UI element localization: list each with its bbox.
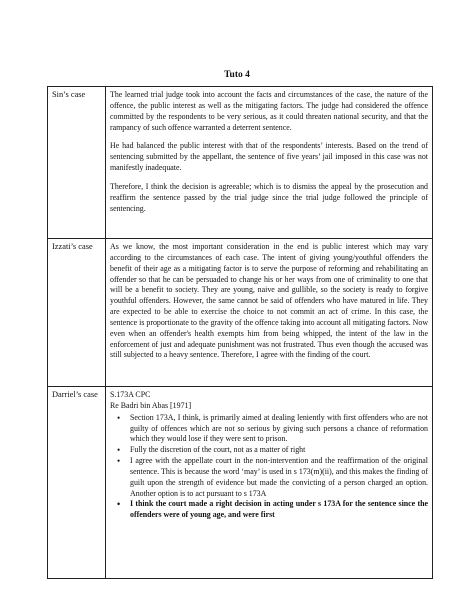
list-item: • Section 173A, I think, is primarily aimed at dealing leniently with first offenders who are not guilty of offences which are not so serious by giving such persons a chance of reformation which they would lose if they were sent to prison. <box>130 413 428 446</box>
list-item: • I agree with the appellate court in the non-intervention and the reaffirmation of the original sentence. This is because the word ‘may’ is used in s 173(m)(ii), and this makes the finding of guilt upon the strength of evidence but made the convicting of a person charged an option. Another option is to act pursuant to s 173A <box>130 456 428 499</box>
paragraph: The learned trial judge took into account the facts and circumstances of the case, the nature of the offence, the public interest as well as the mitigating factors. The judge had considered the offence committed by the respondents to be very serious, as it could threaten national security, and that the rampancy of such offence warranted a deterrent sentence. <box>110 90 428 132</box>
table-row <box>48 239 433 387</box>
paragraph: He had balanced the public interest with that of the respondents’ interests. Based on the trend of sentencing submitted by the appellant, the sentence of five years’ jail imposed in this case was not manifestly inadequate. <box>110 141 428 173</box>
list-item: • Fully the discretion of the court, not as a matter of right <box>130 445 428 456</box>
case-name-cell: Darriel’s case <box>48 387 106 579</box>
paragraph: As we know, the most important consideration in the end is public interest which may vary according to the circumstances of each case. The intent of giving young/youthful offenders the benefit of their age as a mitigating factor is to serve the purpose of reforming and rehabilitating an offender so that he can be persuaded to change his or her ways from one of criminality to one that will be a benefit to society. They are young, naive and gullible, so the society is ready to forgive youthful offenders. However, the same cannot be said of offenders who have matured in life. They are expected to be able to exercise the choice to not commit an act of crime. In this case, the sentence is proportionate to the gravity of the offence taking into account all mitigating factors. Now even when an offender's health exempts him from being whipped, the intent of the law in the enforcement of just and adequate punishment was not frustrated. Thus even though the accused was still subjected to a heavy sentence. Therefore, I agree with the finding of the court. <box>110 242 429 360</box>
case-analysis-cell <box>106 239 433 387</box>
table-row <box>48 387 433 579</box>
case-name-cell: Sin’s case <box>48 87 106 239</box>
list-item-bold: • I think the court made a right decision in acting under s 173A for the sentence since the offenders were of young age, and were first <box>130 499 428 521</box>
page-title: Tuto 4 <box>224 70 250 80</box>
case-citation: Re Badri bin Abas [1971] <box>110 400 192 410</box>
paragraph: Therefore, I think the decision is agreeable; which is to dismiss the appeal by the prosecution and reaffirm the sentence passed by the trial judge since the trial judge followed the principle of sentencing. <box>110 181 428 213</box>
case-name-cell: Izzati’s case <box>48 239 106 387</box>
case-analysis-cell <box>106 387 433 579</box>
bullet-list <box>110 413 428 521</box>
statute-heading: S.173A CPC <box>110 390 151 399</box>
table-row <box>48 87 433 239</box>
case-table <box>47 86 433 579</box>
case-analysis-cell <box>106 87 433 239</box>
